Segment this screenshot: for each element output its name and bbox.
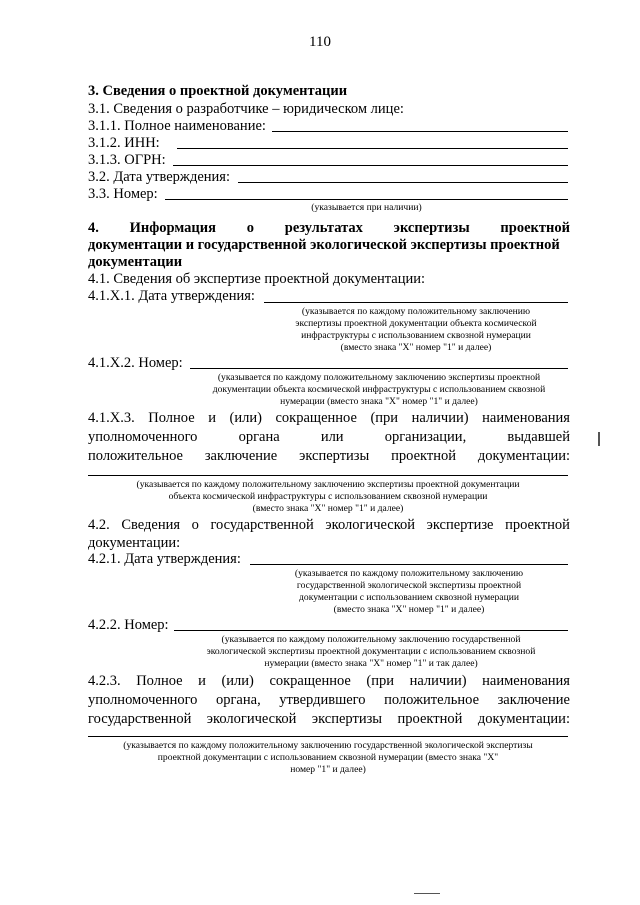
line-4-2-2: 4.2.2. Номер: <box>88 617 169 633</box>
line-4-1-x-3-c: положительное заключение экспертизы проектной документации: <box>88 448 570 464</box>
note-4-1-x-3: (указывается по каждому положительному заключению экспертизы проектной документации объекта космической инфраструктуры с использованием сквозной нумерации (вместо знака "Х" номер "1" и далее) <box>136 479 520 514</box>
line-3-2: 3.2. Дата утверждения: <box>88 169 230 185</box>
line-3-1-3: 3.1.3. ОГРН: <box>88 152 166 168</box>
field-3-1-2-underline[interactable] <box>177 148 568 149</box>
line-4-2-1: 4.2.1. Дата утверждения: <box>88 551 241 567</box>
section-4-title-line-3: документации <box>88 254 183 270</box>
section-4-title-line-2: документации и государственной экологической экспертизы проектной <box>88 237 560 253</box>
line-3-3: 3.3. Номер: <box>88 186 158 202</box>
line-4-2-3-c: государственной экологической экспертизы проектной документации: <box>88 711 570 727</box>
scan-speck-bottom <box>414 893 440 894</box>
scan-speck <box>598 432 600 446</box>
line-4-1: 4.1. Сведения об экспертизе проектной документации: <box>88 271 426 287</box>
line-4-1-x-1: 4.1.Х.1. Дата утверждения: <box>88 288 255 304</box>
note-4-1-x-1: (указывается по каждому положительному заключению экспертизы проектной документации объекта космической инфраструктуры с использованием сквозной нумерации (вместо знака "Х" номер "1" и далее) <box>295 306 537 353</box>
page-number: 110 <box>309 34 331 50</box>
note-4-2-1: (указывается по каждому положительному заключению государственной экологической экспертизы проектной документации с использованием сквозной нумерации (вместо знака "Х" номер "1" и далее) <box>294 568 524 615</box>
line-4-2-b: документации: <box>88 535 181 551</box>
field-3-3-underline[interactable] <box>165 199 568 200</box>
line-3-1: 3.1. Сведения о разработчике – юридическом лице: <box>88 101 404 117</box>
field-4-2-2-underline[interactable] <box>174 630 568 631</box>
note-4-2-3: (указывается по каждому положительному заключению государственной экологической экспертизы проектной документации с использованием сквозной нумерации (вместо знака "Х" номер "1" и далее) <box>123 740 533 775</box>
line-4-2-3-a: 4.2.3. Полное и (или) сокращенное (при наличии) наименования <box>88 673 570 689</box>
note-4-1-x-2: (указывается по каждому положительному заключению экспертизы проектной документации объекта космической инфраструктуры с использованием сквозной нумерации (вместо знака "Х" номер "1" и далее) <box>212 372 546 407</box>
line-4-1-x-3-a: 4.1.Х.3. Полное и (или) сокращенное (при наличии) наименования <box>88 410 570 426</box>
note-4-2-2: (указывается по каждому положительному заключению государственной экологической экспертизы проектной документации с использованием сквозной нумерации (вместо знака "Х" номер "1" и так далее) <box>206 634 536 669</box>
line-4-1-x-3-b: уполномоченного органа или организации, выдавшей <box>88 429 570 445</box>
field-4-1-x-2-underline[interactable] <box>190 368 568 369</box>
field-3-1-3-underline[interactable] <box>173 165 568 166</box>
line-3-1-1: 3.1.1. Полное наименование: <box>88 118 266 134</box>
section-3-title: 3. Сведения о проектной документации <box>88 83 348 99</box>
section-4-title-line-1: 4. Информация о результатах экспертизы проектной <box>88 220 570 236</box>
field-4-2-3-underline[interactable] <box>88 736 568 737</box>
field-4-1-x-3-underline[interactable] <box>88 475 568 476</box>
line-4-2-3-b: уполномоченного органа, утвердившего положительное заключение <box>88 692 570 708</box>
line-4-2-a: 4.2. Сведения о государственной экологической экспертизе проектной <box>88 517 570 533</box>
field-4-1-x-1-underline[interactable] <box>264 302 568 303</box>
field-3-1-1-underline[interactable] <box>272 131 568 132</box>
field-4-2-1-underline[interactable] <box>250 564 568 565</box>
field-3-2-underline[interactable] <box>238 182 568 183</box>
note-3-3: (указывается при наличии) <box>311 202 422 213</box>
line-4-1-x-2: 4.1.Х.2. Номер: <box>88 355 183 371</box>
line-3-1-2: 3.1.2. ИНН: <box>88 135 160 151</box>
